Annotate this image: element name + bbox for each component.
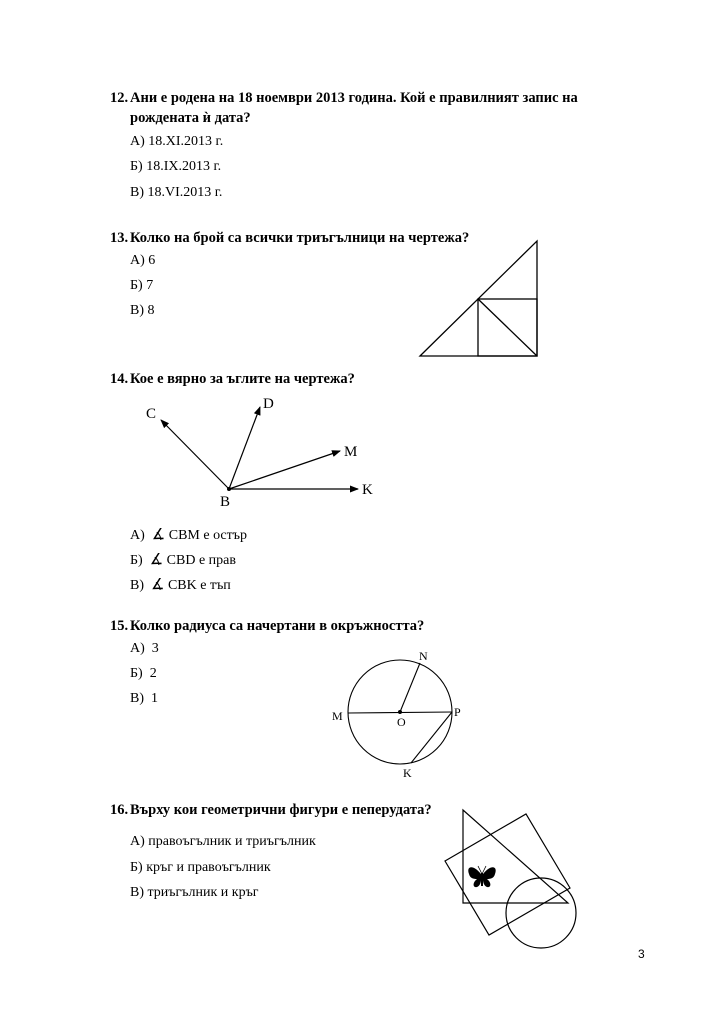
label-n: N xyxy=(419,649,428,663)
q14-option-b xyxy=(130,551,236,570)
ray-bd xyxy=(229,407,260,489)
q15-option-a xyxy=(130,640,159,658)
rectangle-shape xyxy=(445,814,570,935)
label-c: C xyxy=(146,406,157,422)
angle-icon: ∡ xyxy=(149,552,164,568)
q12-option-c: В) 18.VI.2013 г. xyxy=(130,185,223,200)
question-number: 15. xyxy=(110,618,129,634)
label-p: P xyxy=(454,705,461,719)
question-15-title xyxy=(110,616,610,636)
question-12 xyxy=(110,88,610,128)
page-number: 3 xyxy=(638,947,645,961)
question-text: Колко на брой са всички триъгълници на чертежа? xyxy=(130,230,470,246)
q16-option-a: А) правоъгълник и триъгълник xyxy=(130,834,316,849)
label-m: M xyxy=(344,444,358,460)
option-prefix: А) xyxy=(130,641,145,656)
angles-figure xyxy=(140,390,380,520)
q13-option-b: Б) 7 xyxy=(130,278,154,293)
triangles-figure xyxy=(410,235,550,365)
ray-bc xyxy=(161,420,229,489)
question-14-title xyxy=(110,369,610,389)
q16-option-c: В) триъгълник и кръг xyxy=(130,885,259,900)
option-text: CBD е прав xyxy=(166,553,236,568)
question-text: Върху кои геометрични фигури е пеперудата? xyxy=(130,802,432,818)
label-k: K xyxy=(362,482,373,498)
question-text: Колко радиуса са начертани в окръжността? xyxy=(130,618,425,634)
q16-option-b: Б) кръг и правоъгълник xyxy=(130,860,271,875)
option-prefix: Б) xyxy=(130,666,143,681)
option-prefix: В) xyxy=(130,691,144,706)
option-prefix: Б) xyxy=(130,553,143,568)
label-o: O xyxy=(397,715,406,729)
square-diagonal xyxy=(478,299,537,356)
question-number: 16. xyxy=(110,802,129,818)
q12-option-b: Б) 18.IX.2013 г. xyxy=(130,159,222,174)
question-number: 14. xyxy=(110,371,129,387)
angle-icon: ∡ xyxy=(151,527,166,543)
option-text: 2 xyxy=(149,666,157,681)
option-text: 1 xyxy=(151,691,158,706)
question-number: 12. xyxy=(110,90,129,106)
option-text: CBK е тъп xyxy=(167,578,231,593)
q13-option-c: В) 8 xyxy=(130,303,155,318)
option-text: 3 xyxy=(151,641,159,656)
question-text-line1: Ани е родена на 18 ноември 2013 година. Кой е правилният запис на xyxy=(130,90,578,106)
q15-option-b xyxy=(130,665,157,683)
question-12-title-cont: рождената ѝ дата? xyxy=(130,110,251,126)
question-14 xyxy=(110,369,610,389)
q14-option-a xyxy=(130,526,247,545)
q15-option-c xyxy=(130,690,158,708)
circle-shape xyxy=(506,878,576,948)
center-point xyxy=(398,710,402,714)
question-number: 13. xyxy=(110,230,129,246)
q14-option-c xyxy=(130,576,231,595)
q13-option-a: А) 6 xyxy=(130,253,156,268)
label-k: K xyxy=(403,766,412,780)
q12-option-a: А) 18.XI.2013 г. xyxy=(130,134,224,149)
butterfly-icon xyxy=(468,866,495,887)
radius-on xyxy=(400,663,420,712)
shapes-figure xyxy=(435,800,585,950)
angle-icon: ∡ xyxy=(151,577,165,593)
option-prefix: В) xyxy=(130,578,144,593)
circle-figure xyxy=(325,645,475,785)
vertex-b-point xyxy=(227,487,231,491)
ray-bm xyxy=(229,451,340,489)
label-b: B xyxy=(220,494,231,510)
question-text: Кое е вярно за ъглите на чертежа? xyxy=(130,371,355,387)
label-d: D xyxy=(263,396,274,412)
option-text: CBM е остър xyxy=(168,528,247,543)
option-prefix: А) xyxy=(130,528,145,543)
question-12-title xyxy=(110,88,610,108)
question-15 xyxy=(110,616,610,636)
label-m: M xyxy=(332,709,343,723)
